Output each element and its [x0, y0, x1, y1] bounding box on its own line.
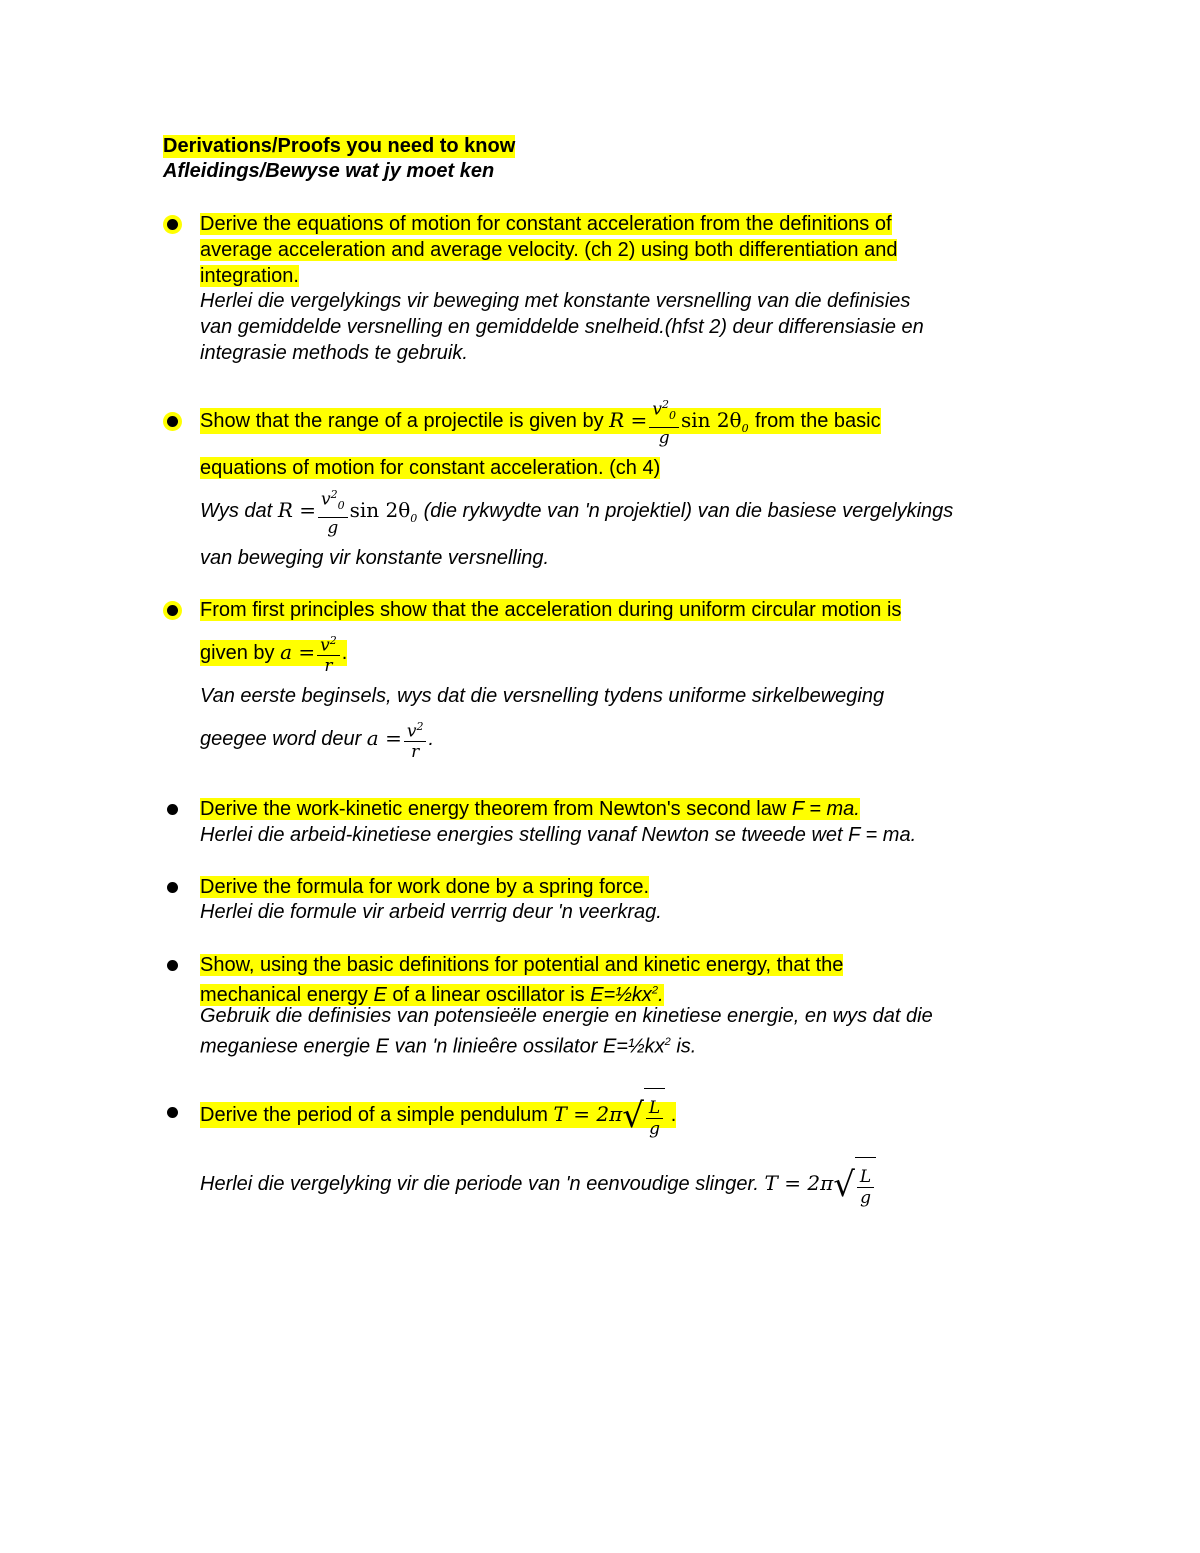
- item3-af-line1: Van eerste beginsels, wys dat die versnelling tydens uniforme sirkelbeweging: [200, 685, 885, 707]
- item1-af-line2: van gemiddelde versnelling en gemiddelde snelheid.(hfst 2) deur differensiasie en: [200, 316, 924, 338]
- range-formula: R = $\frac{v^2_0}{g}$ $\sin 2\theta_0$: [609, 408, 755, 432]
- item1-en-line2: average acceleration and average velocity. (ch 2) using both differentiation and: [200, 239, 898, 261]
- item2-en-line1b: from the basic: [754, 410, 881, 432]
- item6-en-formula-exp: 2: [651, 984, 659, 996]
- item3-en-line1: From first principles show that the acceleration during uniform circular motion is: [200, 599, 902, 621]
- item2-af-line1b: (die rykwydte van 'n projektiel) van die basiese vergelykings: [423, 500, 954, 522]
- item6-af-line2a: meganiese energie E van 'n linieêre ossilator E=½kx: [200, 1035, 665, 1058]
- item3-en-line2b: .: [341, 642, 348, 664]
- item4-af-line1: Herlei die arbeid-kinetiese energies stelling vanaf Newton se tweede wet F = ma.: [200, 824, 917, 846]
- item6-af-formula-exp: 2: [664, 1036, 671, 1048]
- bullet-icon: [167, 960, 178, 971]
- item6-en-line1: Show, using the basic definitions for potential and kinetic energy, that the: [200, 954, 844, 976]
- item5-en-line1: Derive the formula for work done by a spring force.: [200, 876, 650, 898]
- item6-en-formula: E=½kx: [590, 983, 652, 1006]
- item4-en-line1a: Derive the work-kinetic energy theorem from Newton's second law: [200, 798, 787, 820]
- page-title: Derivations/Proofs you need to know: [163, 135, 516, 157]
- bullet-icon: [167, 416, 178, 427]
- item6-en-line2a: mechanical energy: [200, 983, 368, 1006]
- item2-af-line1a: Wys dat: [200, 500, 273, 522]
- item6-en-line2c: of a linear oscillator is: [392, 983, 585, 1006]
- item1-af-line3: integrasie methods te gebruik.: [200, 342, 468, 364]
- item2-en-line2: equations of motion for constant acceleration. (ch 4): [200, 457, 661, 479]
- item2-en-line1a: Show that the range of a projectile is given by: [200, 410, 604, 432]
- item1-en-line1: Derive the equations of motion for constant acceleration from the definitions of: [200, 213, 892, 235]
- item1-en-line3: integration.: [200, 265, 299, 287]
- item1-af-line1: Herlei die vergelykings vir beweging met konstante versnelling van die definisies: [200, 290, 911, 312]
- centripetal-formula-af: a = $\frac{v^2}{r}$: [367, 726, 429, 750]
- item4-en-line1b: F = ma.: [791, 798, 860, 820]
- item2-af-line2: van beweging vir konstante versnelling.: [200, 547, 550, 569]
- item7-en-line1b: .: [670, 1104, 677, 1126]
- item6-af-line2c: is.: [670, 1035, 697, 1058]
- bullet-icon: [167, 219, 178, 230]
- item6-en-energy-symbol: E: [373, 983, 387, 1006]
- bullet-icon: [167, 882, 178, 893]
- item6-af-line1: Gebruik die definisies van potensieële energie en kinetiese energie, en wys dat die: [200, 1005, 933, 1027]
- pendulum-formula-af: T = 2π√ $\frac{L}{g}$: [765, 1171, 877, 1195]
- bullet-icon: [167, 804, 178, 815]
- item3-af-line2b: .: [428, 728, 435, 750]
- pendulum-formula: T = 2π√ $\frac{L}{g}$: [554, 1102, 666, 1126]
- bullet-icon: [167, 605, 178, 616]
- item7-af-line1: Herlei die vergelyking vir die periode van 'n eenvoudige slinger.: [200, 1173, 759, 1195]
- page-subtitle: Afleidings/Bewyse wat jy moet ken: [163, 160, 495, 182]
- item3-en-line2a: given by: [200, 642, 275, 664]
- item7-en-line1a: Derive the period of a simple pendulum: [200, 1104, 548, 1126]
- item3-af-line2a: geegee word deur: [200, 728, 362, 750]
- item5-af-line1: Herlei die formule vir arbeid verrrig deur 'n veerkrag.: [200, 901, 662, 923]
- range-formula-af: R = $\frac{v^2_0}{g}$ $\sin 2\theta_0$: [278, 498, 424, 522]
- centripetal-formula: a = $\frac{v^2}{r}$: [280, 640, 342, 664]
- item6-en-period: .: [658, 983, 664, 1006]
- bullet-icon: [167, 1107, 178, 1118]
